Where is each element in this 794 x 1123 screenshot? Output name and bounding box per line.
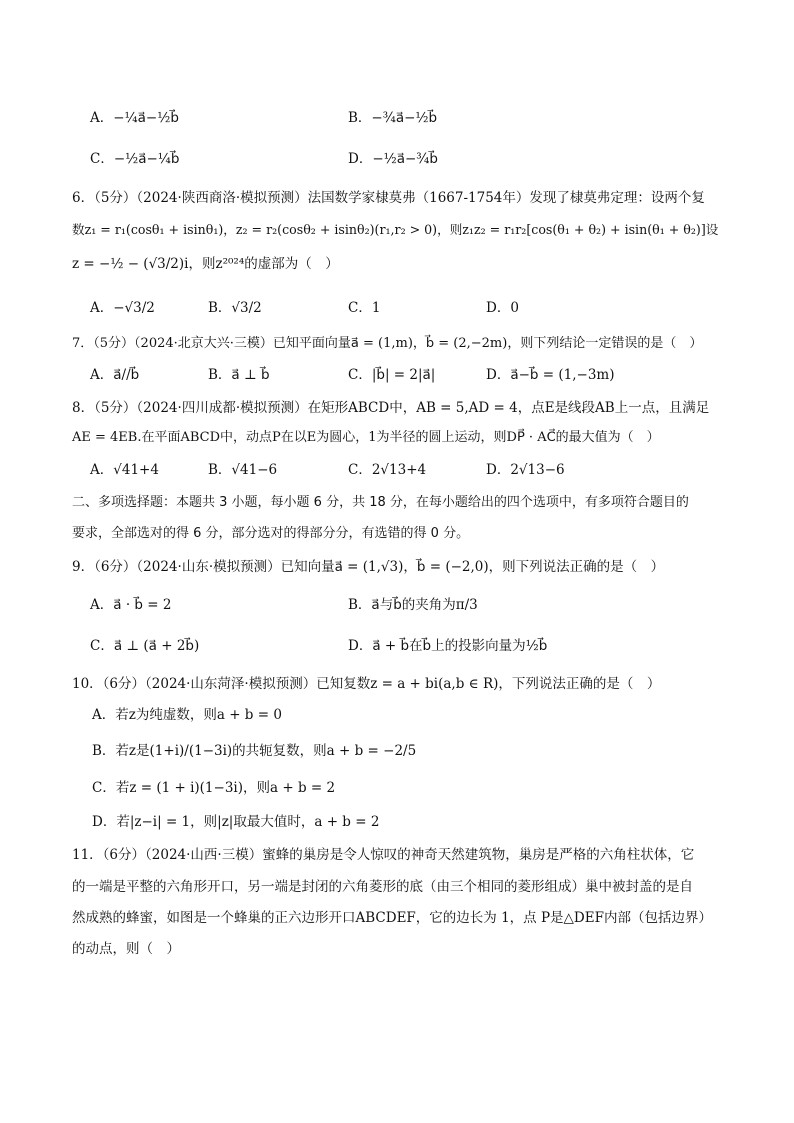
q6-option-a: A．−√3/2 [90, 300, 155, 316]
q10-option-d: D．若|z−i| = 1，则|z|取最大值时，a + b = 2 [92, 814, 380, 830]
q9-option-d: D．a⃗ + b⃗在b⃗上的投影向量为½b⃗ [348, 638, 548, 654]
q8-stem-line1: 8．（5分）（2024·四川成都·模拟预测）在矩形ABCD中，AB = 5,AD = 4，点E是线段AB上一点，且满足 [72, 400, 710, 416]
q11-stem-line3: 然成熟的蜂蜜，如图是一个蜂巢的正六边形开口ABCDEF，它的边长为 1，点 P是△DEF内部（包括边界） [72, 910, 712, 926]
q10-option-b: B．若z是(1+i)/(1−3i)的共轭复数，则a + b = −2/5 [92, 743, 417, 759]
q9-option-b: B．a⃗与b⃗的夹角为π/3 [348, 597, 478, 613]
q9-option-c: C．a⃗ ⊥ (a⃗ + 2b⃗) [90, 638, 200, 654]
q5-option-b: B．−¾a⃗−½b⃗ [348, 110, 438, 126]
q8-stem-line2: AE = 4EB.在平面ABCD中，动点P在以E为圆心，1为半径的圆上运动，则DP⃗ · AC⃗的最大值为（ ） [72, 430, 660, 445]
q8-option-b: B．√41−6 [208, 462, 278, 478]
q5-option-c: C．−½a⃗−¼b⃗ [90, 151, 180, 167]
q8-option-c: C．2√13+4 [348, 462, 427, 478]
q5-option-d: D．−½a⃗−¾b⃗ [348, 151, 438, 167]
q10-option-a: A．若z为纯虚数，则a + b = 0 [92, 707, 282, 723]
q5-option-a: A．−¼a⃗−½b⃗ [90, 110, 179, 126]
q6-stem-line2: 数z₁ = r₁(cosθ₁ + isinθ₁)，z₂ = r₂(cosθ₂ + isinθ₂)(r₁,r₂ > 0)，则z₁z₂ = r₁r₂[cos(θ₁ + θ₂) + isin(θ₁ + θ₂)]设 [72, 222, 719, 237]
q6-option-b: B．√3/2 [208, 300, 262, 316]
q6-stem-line1: 6．（5分）（2024·陕西商洛·模拟预测）法国数学家棣莫弗（1667-1754年）发现了棣莫弗定理：设两个复 [72, 190, 705, 206]
q7-stem: 7．（5分）（2024·北京大兴·三模）已知平面向量a⃗ = (1,m)，b⃗ = (2,−2m)，则下列结论一定错误的是（ ） [72, 336, 703, 351]
q7-option-a: A．a⃗//b⃗ [90, 367, 140, 383]
q7-option-d: D．a⃗−b⃗ = (1,−3m) [486, 367, 615, 383]
q6-option-c: C．1 [348, 300, 381, 316]
q6-option-d: D．0 [486, 300, 519, 316]
q11-stem-line2: 的一端是平整的六角形开口，另一端是封闭的六角菱形的底（由三个相同的菱形组成）巢中被封盖的是自 [72, 879, 693, 895]
q8-option-d: D．2√13−6 [486, 462, 565, 478]
q10-option-c: C．若z = (1 + i)(1−3i)，则a + b = 2 [92, 780, 336, 796]
q7-option-c: C．|b⃗| = 2|a⃗| [348, 367, 436, 383]
q10-stem: 10．（6分）（2024·山东菏泽·模拟预测）已知复数z = a + bi(a,b ∈ R)，下列说法正确的是（ ） [72, 676, 661, 692]
q6-stem-line3: z = −½ − (√3/2)i，则z²⁰²⁴的虚部为（ ） [72, 256, 339, 272]
q9-option-a: A．a⃗ · b⃗ = 2 [90, 597, 172, 613]
q11-stem-line4: 的动点，则（ ） [72, 941, 180, 957]
section2-instructions-line1: 二、多项选择题：本题共 3 小题，每小题 6 分，共 18 分，在每小题给出的四个选项中，有多项符合题目的 [72, 495, 689, 510]
q11-stem-line1: 11．（6分）（2024·山西·三模）蜜蜂的巢房是令人惊叹的神奇天然建筑物，巢房是严格的六角柱状体，它 [72, 847, 695, 863]
q8-option-a: A．√41+4 [90, 462, 159, 478]
q9-stem: 9．（6分）（2024·山东·模拟预测）已知向量a⃗ = (1,√3)，b⃗ = (−2,0)，则下列说法正确的是（ ） [72, 559, 665, 575]
q7-option-b: B．a⃗ ⊥ b⃗ [208, 367, 270, 383]
section2-instructions-line2: 要求，全部选对的得 6 分，部分选对的得部分分，有选错的得 0 分。 [72, 526, 470, 541]
